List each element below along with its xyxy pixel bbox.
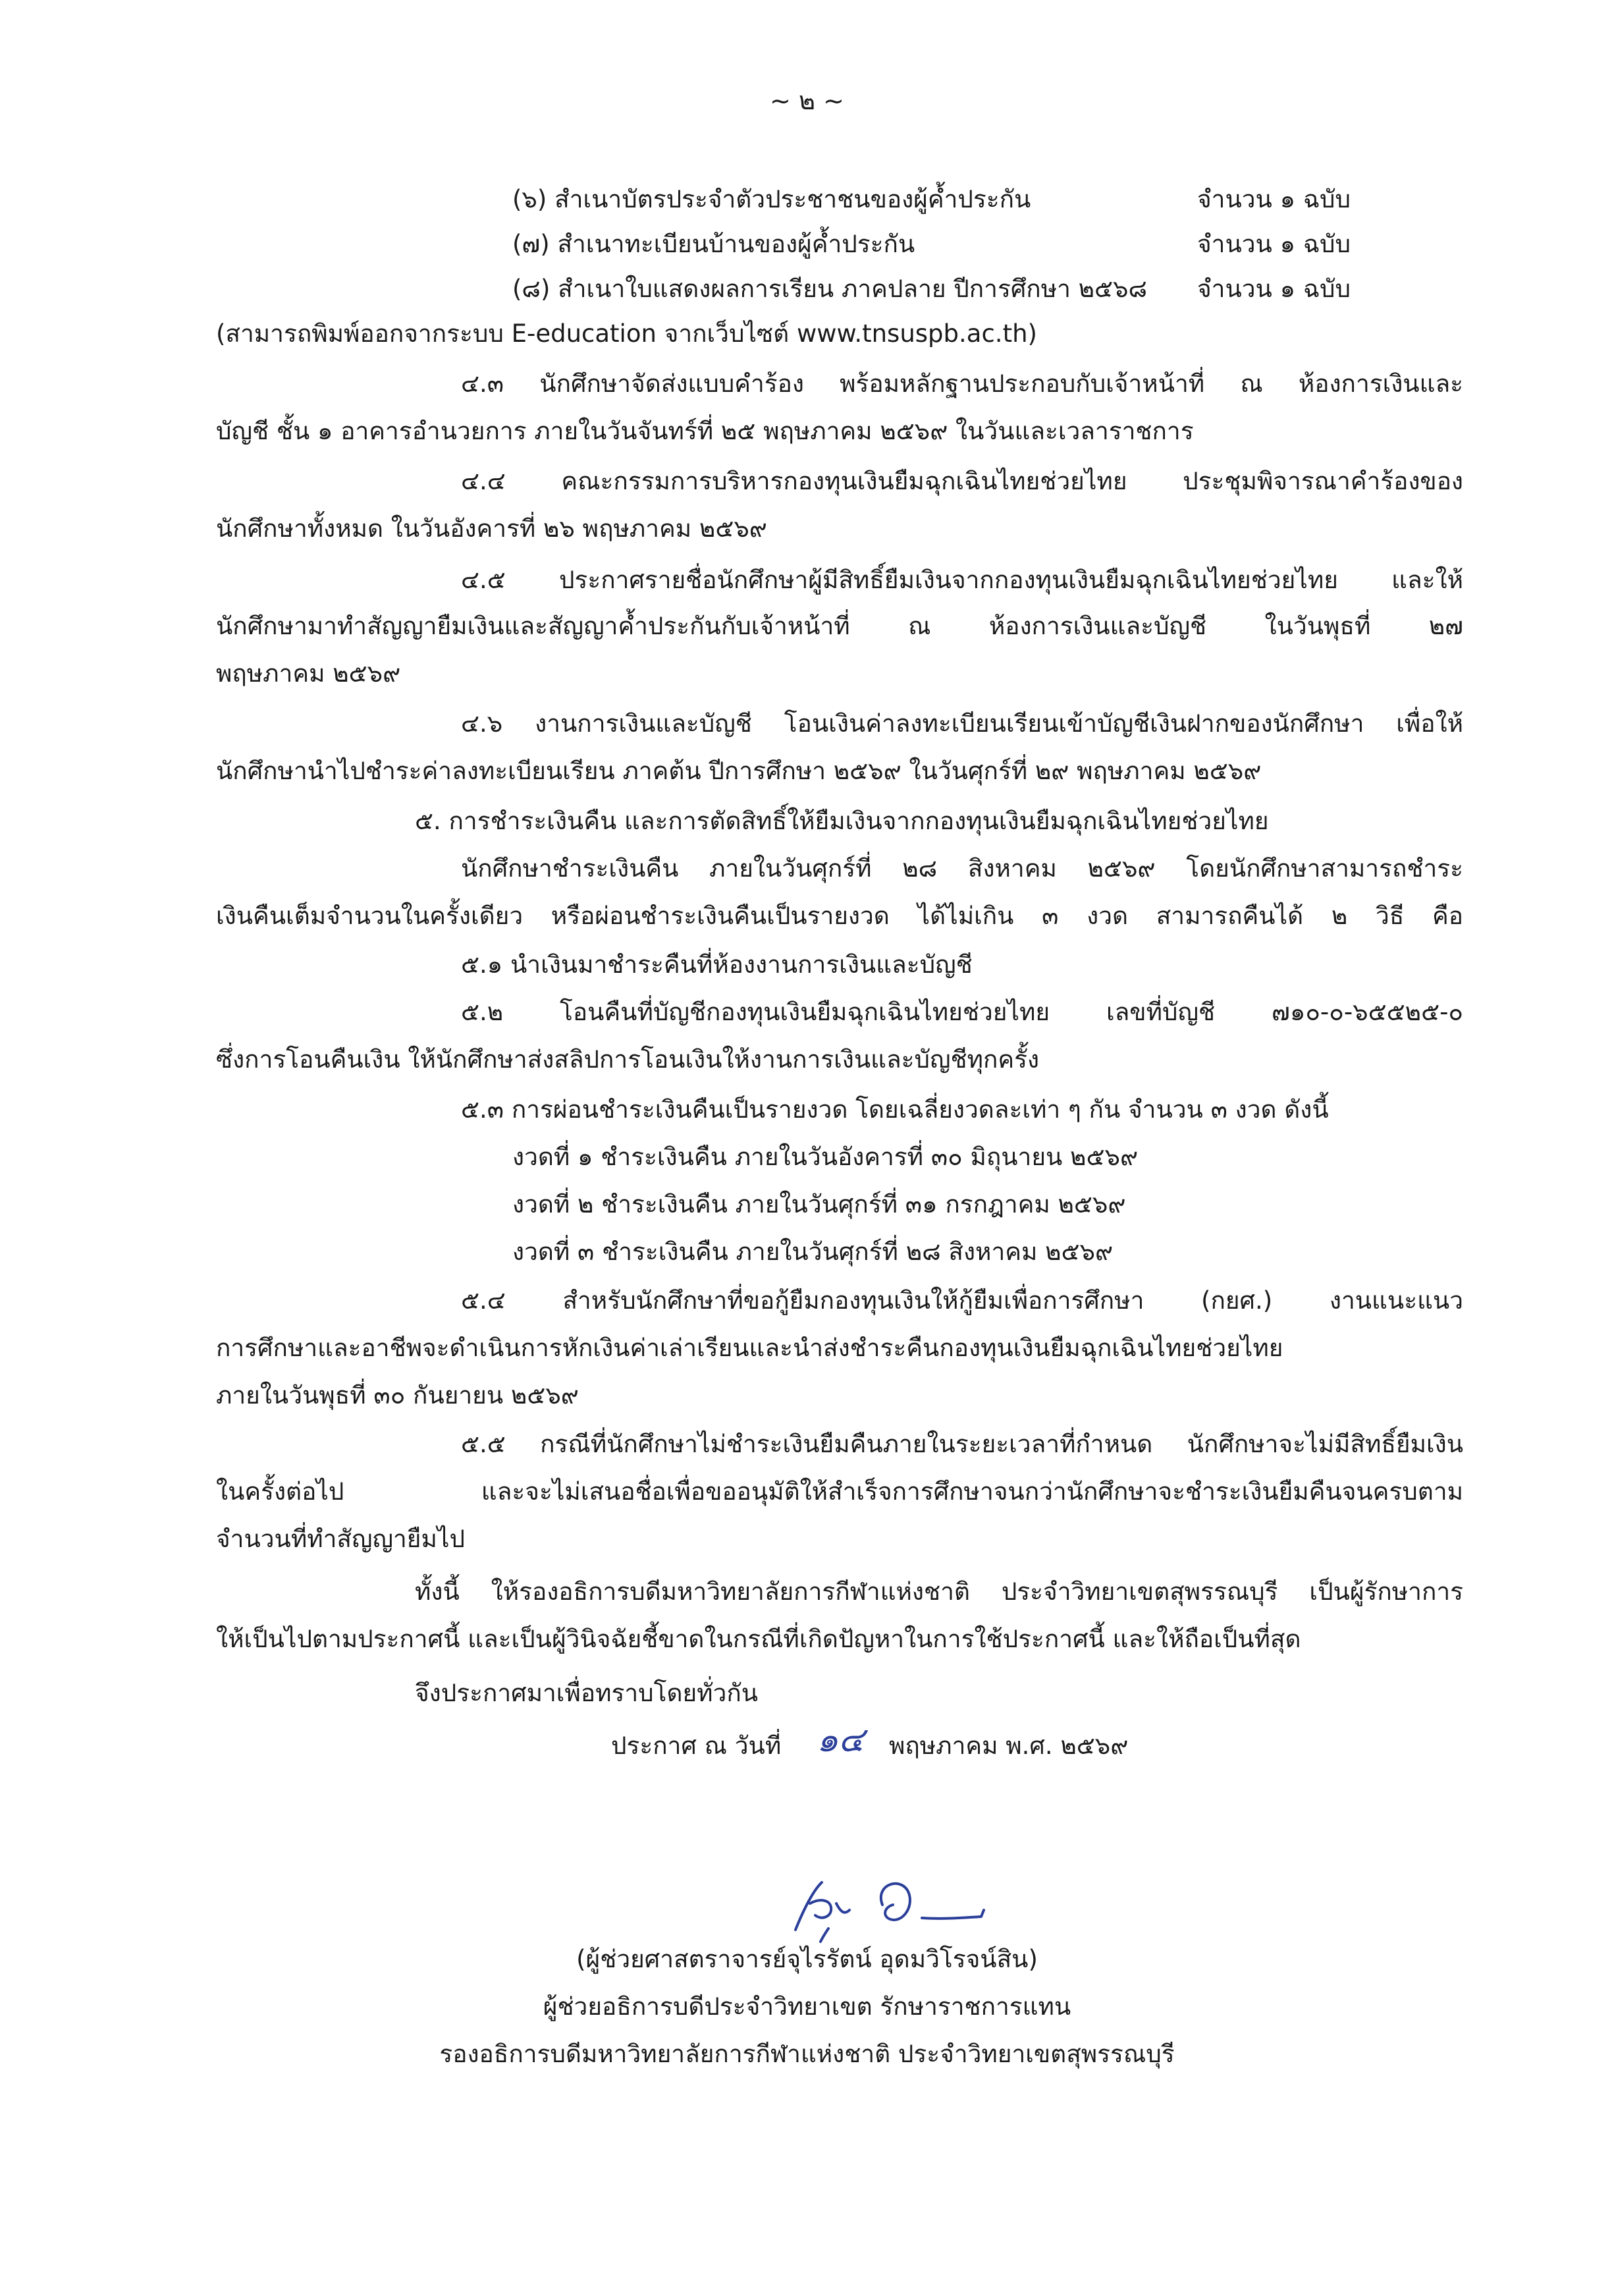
signatory-name: (ผู้ช่วยศาสตราจารย์จุไรรัตน์ อุดมวิโรจน์สิน) [576,1945,1038,1973]
body-line: จำนวนที่ทำสัญญายืมไป [216,1525,465,1553]
handwritten-day: ๑๔ [817,1720,865,1760]
body-line: ๔.๔ คณะกรรมการบริหารกองทุนเงินยืมฉุกเฉินไทยช่วยไทย ประชุมพิจารณาคำร้องของ [461,467,1463,495]
body-line: ๕.๒ โอนคืนที่บัญชีกองทุนเงินยืมฉุกเฉินไทยช่วยไทย เลขที่บัญชี ๗๑๐-๐-๖๕๕๒๕-๐ [461,998,1463,1026]
signature-image [784,1864,1001,1950]
installment-line: งวดที่ ๑ ชำระเงินคืน ภายในวันอังคารที่ ๓๐ มิถุนายน ๒๕๖๙ [512,1143,1139,1171]
list-item-7: (๗) สำเนาทะเบียนบ้านของผู้ค้ำประกัน [512,230,915,258]
announce-suffix: พฤษภาคม พ.ศ. ๒๕๖๙ [889,1732,1129,1760]
body-line: พฤษภาคม ๒๕๖๙ [216,659,401,688]
list-item-6-qty: จำนวน ๑ ฉบับ [1197,185,1351,213]
body-line: นักศึกษาทั้งหมด ในวันอังคารที่ ๒๖ พฤษภาคม ๒๕๖๙ [216,514,767,543]
body-line: ๕.๔ สำหรับนักศึกษาที่ขอกู้ยืมกองทุนเงินให้กู้ยืมเพื่อการศึกษา (กยศ.) งานแนะแนว [461,1286,1463,1315]
list-item-7-qty: จำนวน ๑ ฉบับ [1197,230,1351,258]
body-line: ๔.๕ ประกาศรายชื่อนักศึกษาผู้มีสิทธิ์ยืมเงินจากกองทุนเงินยืมฉุกเฉินไทยช่วยไทย และให้ [461,566,1463,594]
list-item-6: (๖) สำเนาบัตรประจำตัวประชาชนของผู้ค้ำประกัน [512,185,1031,213]
body-line: (สามารถพิมพ์ออกจากระบบ E-education จากเว็บไซต์ www.tnsuspb.ac.th) [216,319,1037,348]
closing-line: จึงประกาศมาเพื่อทราบโดยทั่วกัน [415,1679,759,1707]
body-line: ๔.๓ นักศึกษาจัดส่งแบบคำร้อง พร้อมหลักฐานประกอบกับเจ้าหน้าที่ ณ ห้องการเงินและ [461,369,1463,398]
signatory-position: ผู้ช่วยอธิการบดีประจำวิทยาเขต รักษาราชการแทน [543,1992,1071,2021]
body-line: ภายในวันพุธที่ ๓๐ กันยายน ๒๕๖๙ [216,1381,579,1409]
body-line: การศึกษาและอาชีพจะดำเนินการหักเงินค่าเล่าเรียนและนำส่งชำระคืนกองทุนเงินยืมฉุกเฉินไทยช่วยไทย [216,1334,1283,1362]
signatory-position: รองอธิการบดีมหาวิทยาลัยการกีฬาแห่งชาติ ประจำวิทยาเขตสุพรรณบุรี [439,2040,1175,2068]
body-line: ๔.๖ งานการเงินและบัญชี โอนเงินค่าลงทะเบียนเรียนเข้าบัญชีเงินฝากของนักศึกษา เพื่อให้ [461,709,1463,738]
installment-line: งวดที่ ๒ ชำระเงินคืน ภายในวันศุกร์ที่ ๓๑ กรกฎาคม ๒๕๖๙ [512,1190,1126,1218]
body-line: ๕.๕ กรณีที่นักศึกษาไม่ชำระเงินยืมคืนภายในระยะเวลาที่กำหนด นักศึกษาจะไม่มีสิทธิ์ยืมเงิน [461,1430,1463,1458]
body-line: บัญชี ชั้น ๑ อาคารอำนวยการ ภายในวันจันทร์ที่ ๒๕ พฤษภาคม ๒๕๖๙ ในวันและเวลาราชการ [216,417,1194,445]
body-line: ซึ่งการโอนคืนเงิน ให้นักศึกษาส่งสลิปการโอนเงินให้งานการเงินและบัญชีทุกครั้ง [216,1045,1040,1074]
body-line: ๕.๓ การผ่อนชำระเงินคืนเป็นรายงวด โดยเฉลี่ยงวดละเท่า ๆ กัน จำนวน ๓ งวด ดังนี้ [461,1095,1329,1124]
body-line: เงินคืนเต็มจำนวนในครั้งเดียว หรือผ่อนชำระเงินคืนเป็นรายงวด ได้ไม่เกิน ๓ งวด สามารถคืนได้ ๒ วิธี คือ [216,902,1463,930]
body-line: นักศึกษานำไปชำระค่าลงทะเบียนเรียน ภาคต้น ปีการศึกษา ๒๕๖๙ ในวันศุกร์ที่ ๒๙ พฤษภาคม ๒๕๖๙ [216,757,1262,785]
body-line: ๕.๑ นำเงินมาชำระคืนที่ห้องงานการเงินและบัญชี [461,950,973,979]
body-line: ในครั้งต่อไป และจะไม่เสนอชื่อเพื่อขออนุมัติให้สำเร็จการศึกษาจนกว่านักศึกษาจะชำระเงินยืมคืนจนครบตาม [216,1477,1463,1506]
body-line: ทั้งนี้ ให้รองอธิการบดีมหาวิทยาลัยการกีฬาแห่งชาติ ประจำวิทยาเขตสุพรรณบุรี เป็นผู้รักษาการ [415,1577,1463,1606]
list-item-8: (๘) สำเนาใบแสดงผลการเรียน ภาคปลาย ปีการศึกษา ๒๕๖๘ [512,275,1148,303]
body-line: ให้เป็นไปตามประกาศนี้ และเป็นผู้วินิจฉัยชี้ขาดในกรณีที่เกิดปัญหาในการใช้ประกาศนี้ และให้ถือเป็นที่สุด [216,1625,1301,1653]
section-heading: ๕. การชำระเงินคืน และการตัดสิทธิ์ให้ยืมเงินจากกองทุนเงินยืมฉุกเฉินไทยช่วยไทย [415,807,1269,835]
installment-line: งวดที่ ๓ ชำระเงินคืน ภายในวันศุกร์ที่ ๒๘ สิงหาคม ๒๕๖๙ [512,1238,1114,1266]
body-line: นักศึกษามาทำสัญญายืมเงินและสัญญาค้ำประกันกับเจ้าหน้าที่ ณ ห้องการเงินและบัญชี ในวันพุธที่ ๒๗ [216,612,1463,640]
announce-prefix: ประกาศ ณ วันที่ [611,1732,782,1760]
body-line: นักศึกษาชำระเงินคืน ภายในวันศุกร์ที่ ๒๘ สิงหาคม ๒๕๖๙ โดยนักศึกษาสามารถชำระ [461,854,1463,883]
page-number: ~ ๒ ~ [770,86,844,115]
list-item-8-qty: จำนวน ๑ ฉบับ [1197,275,1351,303]
